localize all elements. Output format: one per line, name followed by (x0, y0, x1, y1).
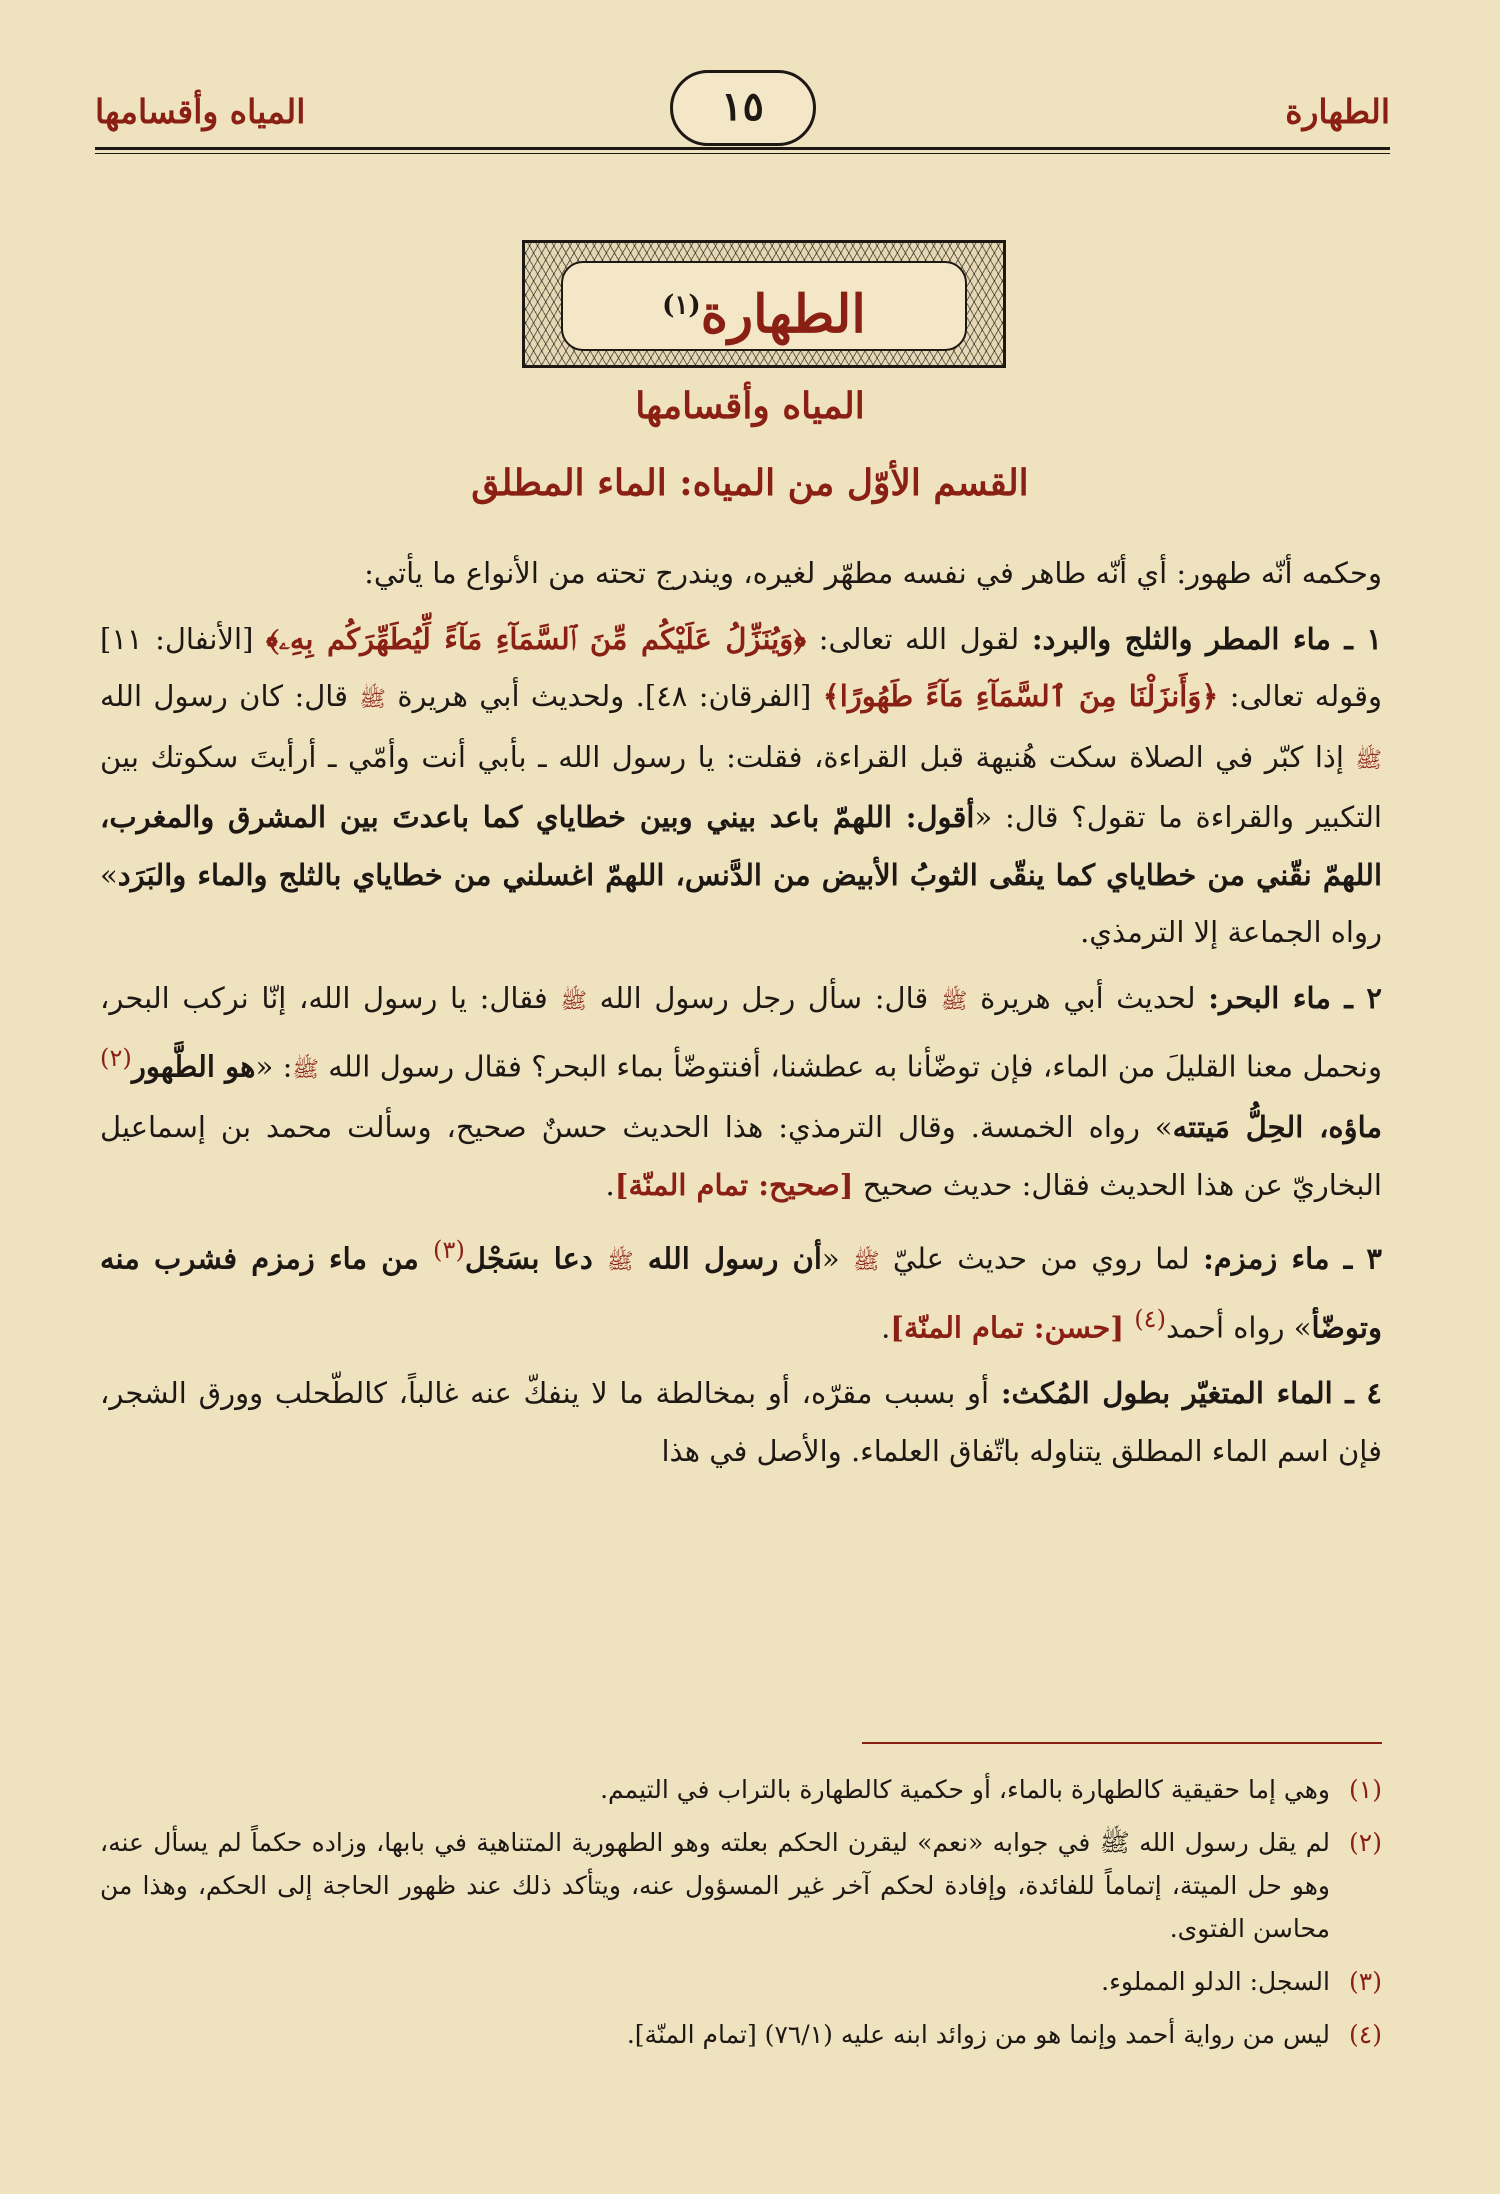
text-run: » رواه الجماعة إلا الترمذي. (100, 857, 1382, 949)
footnote-number: (١) (1349, 1775, 1382, 1804)
verse-reference: [الفرقان: ٤٨] (644, 679, 823, 713)
chapter-title-frame (522, 240, 1006, 368)
footnote-number: (٤) (1349, 2020, 1382, 2049)
honorific-glyph: ﷺ (940, 988, 968, 1014)
item-label: ٣ ـ ماء زمزم: (1203, 1241, 1382, 1276)
hadith-text: هو الطَّهور (131, 1049, 256, 1084)
honorific-glyph: ﷺ (560, 988, 588, 1014)
hadith-text: ماؤه، الحِلُّ مَيتته (1172, 1110, 1383, 1145)
footnote-marker[interactable]: (٢) (100, 1044, 132, 1072)
header-divider (95, 147, 1390, 150)
paragraph-sea-water (100, 970, 1382, 1215)
footnote-text: لم يقل رسول الله ﷺ في جوابه «نعم» ليقرن الحكم بعلته وهو الطهورية المتناهية في بابها، وزاده حكماً لم يسأل عنه، وهو حل الميتة، إتماماً للفائدة، وإفادة لحكم آخر غير المسؤول عنه، ويتأكد ذلك عند ظهور الحاجة إلى الحكم، وهذا من محاسن الفتوى. (100, 1828, 1330, 1943)
subsection-title: القسم الأوّل من المياه: الماء المطلق (471, 462, 1029, 504)
item-label: ١ ـ ماء المطر والثلج والبرد: (1031, 621, 1382, 656)
header-section-title: المياه وأقسامها (95, 92, 306, 131)
honorific-glyph: ﷺ (359, 687, 386, 712)
honorific-glyph: ﷺ (853, 1249, 880, 1275)
text-run: » رواه الخمسة. وقال الترمذي: هذا الحديث حسنٌ صحيح، وسألت محمد بن إسماعيل البخاريّ عن هذا الحديث فقال: حديث صحيح (100, 1110, 1382, 1202)
footnotes (100, 1768, 1382, 2066)
paragraph-stagnant-water (100, 1365, 1382, 1480)
hadith-text: أن رسول الله (633, 1241, 822, 1276)
item-label: ٢ ـ ماء البحر: (1208, 980, 1382, 1015)
text-run: . (881, 1310, 891, 1345)
text-run: « (821, 1241, 853, 1276)
hadith-text: من ماء زمزم فشرب منه وتوضّأ (100, 1241, 1382, 1345)
chapter-title (662, 284, 866, 345)
main-text (100, 545, 1382, 1488)
page-number: ١٥ (670, 70, 816, 146)
footnote-text: ليس من رواية أحمد وإنما هو من زوائد ابنه عليه (٧٦/١) [تمام المنّة]. (626, 2020, 1330, 2049)
text-run: لحديث أبي هريرة (967, 980, 1209, 1015)
footnote (100, 1768, 1382, 1811)
paragraph-zamzam-water (100, 1222, 1382, 1357)
chapter-title-text: الطهارة (700, 284, 866, 346)
footnote-number: (٢) (1349, 1828, 1382, 1857)
text-run: . ولحديث أبي هريرة (385, 679, 645, 713)
footnote-text: وهي إما حقيقية كالطهارة بالماء، أو حكمية كالطهارة بالتراب في التيمم. (600, 1775, 1330, 1804)
text-run: فقال: يا رسول الله، إنّا نركب البحر، ونحمل معنا القليلَ من الماء، فإن توضّأنا به عطشنا، أفنتوضّأ بماء البحر؟ فقال رسول الله (100, 980, 1382, 1084)
quran-verse: ﴿وَأَنزَلْنَا مِنَ ٱلسَّمَآءِ مَآءً طَهُورًا﴾ (822, 679, 1219, 713)
chapter-title-plate (561, 261, 967, 351)
running-header (95, 70, 1390, 150)
text-run: لما روي من حديث عليّ (879, 1241, 1204, 1276)
hadith-text: دعا بسَجْل (464, 1241, 607, 1276)
hadith-text: أقول: اللهمّ باعد بيني وبين خطاياي كما باعدتَ بين المشرق والمغرب، اللهمّ نقّني من خطاياي كما ينقّى الثوبُ الأبيض من الدَّنس، اللهمّ اغسلني من خطاياي بالثلج والماء والبَرَد (100, 800, 1382, 892)
hadith-grade: [صحيح: تمام المنّة] (614, 1167, 854, 1202)
footnote-marker[interactable]: (٤) (1134, 1305, 1167, 1334)
footnote-divider (862, 1742, 1382, 1744)
text-run: أو بسبب مقرّه، أو بمخالطة ما لا ينفكّ عنه غالباً، كالطّحلب وورق الشجر، فإن اسم الماء المطلق يتناوله باتّفاق العلماء. والأصل في هذا (100, 1376, 1382, 1468)
header-divider-thin (95, 153, 1390, 154)
hadith-grade: [حسن: تمام المنّة] (890, 1310, 1135, 1345)
text-run: قال: سأل رجل رسول الله (587, 980, 941, 1015)
text-run: قال: كان رسول الله (100, 679, 360, 713)
text-run: لقول الله تعالى: (806, 621, 1032, 656)
text-run: : « (255, 1049, 293, 1084)
intro-paragraph: وحكمه أنّه طهور: أي أنّه طاهر في نفسه مطهّر لغيره، ويندرج تحته من الأنواع ما يأتي: (364, 556, 1382, 590)
footnote-marker[interactable]: (٣) (433, 1236, 465, 1265)
section-title: المياه وأقسامها (635, 385, 865, 427)
honorific-glyph: ﷺ (292, 1057, 319, 1083)
footnote-text: السجل: الدلو المملوء. (1101, 1967, 1330, 1996)
paragraph-rain-water (100, 611, 1382, 962)
text-run: وقوله تعالى: (1218, 679, 1382, 713)
item-label: ٤ ـ الماء المتغيّر بطول المُكث: (1000, 1376, 1382, 1411)
quran-verse: ﴿وَيُنَزِّلُ عَلَيْكُم مِّنَ ٱلسَّمَآءِ مَآءً لِّيُطَهِّرَكُم بِهِۦ﴾ (266, 621, 807, 656)
text-run: » رواه أحمد (1166, 1310, 1312, 1345)
text-run: . (605, 1167, 615, 1202)
header-chapter-title: الطهارة (1285, 92, 1390, 131)
footnote (100, 2013, 1382, 2056)
chapter-footnote-mark: (١) (662, 291, 701, 321)
footnote-number: (٣) (1349, 1967, 1382, 1996)
footnote (100, 1960, 1382, 2003)
footnote (100, 1821, 1382, 1950)
honorific-glyph: ﷺ (606, 1249, 634, 1275)
text-run: إذا كبّر في الصلاة سكت هُنيهة قبل القراءة، فقلت: يا رسول الله ـ بأبي أنت وأمّي ـ أرأيتَ سكوتك بين التكبير والقراءة ما تقول؟ قال: « (100, 739, 1382, 834)
verse-reference: [الأنفال: ١١] (100, 621, 267, 656)
honorific-glyph: ﷺ (1355, 747, 1382, 773)
